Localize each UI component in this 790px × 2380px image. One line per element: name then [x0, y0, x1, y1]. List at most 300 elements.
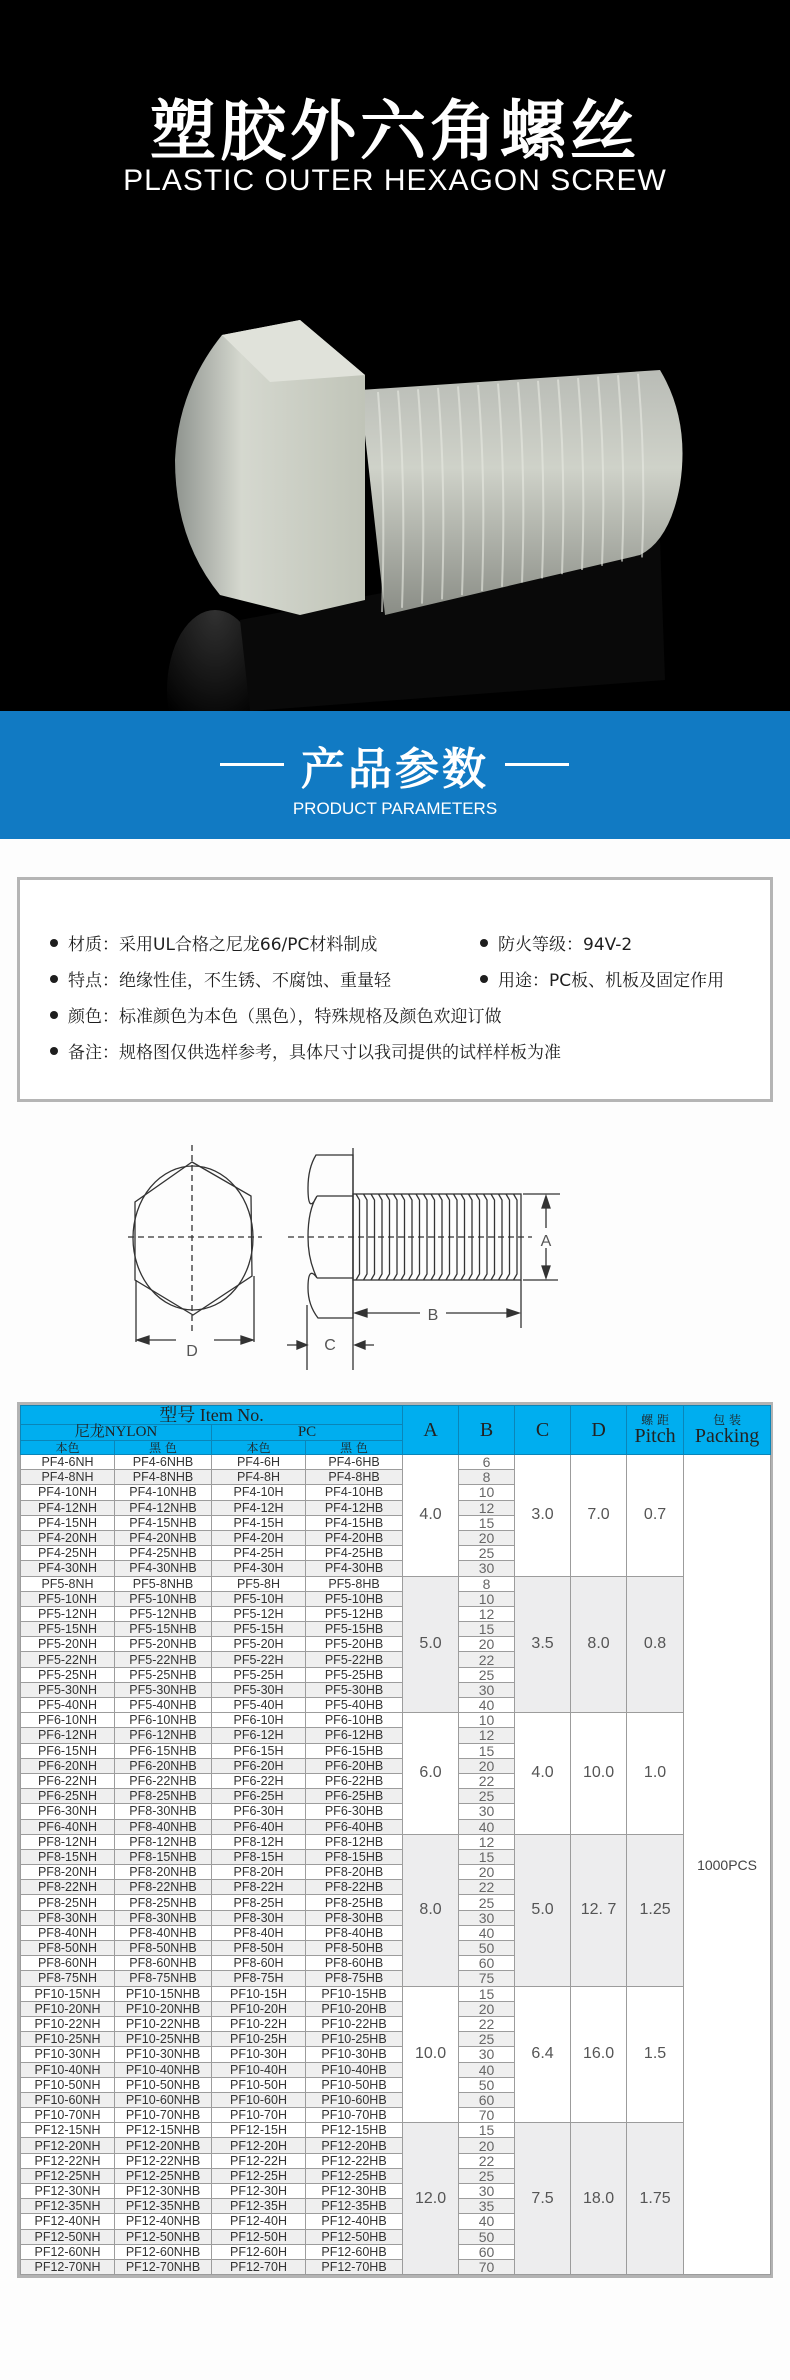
cell-d: 16.0	[571, 1986, 627, 2123]
cell-pc-natural: PF12-15H	[212, 2123, 306, 2138]
cell-pc-natural: PF10-40H	[212, 2062, 306, 2077]
cell-nylon-black: PF4-10NHB	[115, 1485, 212, 1500]
table-row	[21, 1576, 771, 1591]
cell-nylon-black: PF10-70NHB	[115, 2108, 212, 2123]
cell-pc-black: PF4-10HB	[306, 1485, 403, 1500]
spec-table-body	[21, 1455, 771, 2275]
cell-nylon-natural: PF8-22NH	[21, 1880, 115, 1895]
technical-drawing	[80, 1130, 720, 1390]
cell-pc-natural: PF8-20H	[212, 1865, 306, 1880]
cell-nylon-natural: PF12-22NH	[21, 2153, 115, 2168]
cell-b: 20	[459, 1758, 515, 1773]
cell-nylon-black: PF10-25NHB	[115, 2032, 212, 2047]
spec-material: 材质：采用UL合格之尼龙66/PC材料制成	[50, 930, 377, 955]
cell-b: 12	[459, 1500, 515, 1515]
cell-pc-natural: PF8-40H	[212, 1925, 306, 1940]
cell-d: 8.0	[571, 1576, 627, 1713]
cell-pc-natural: PF10-22H	[212, 2016, 306, 2031]
cell-nylon-natural: PF8-25NH	[21, 1895, 115, 1910]
cell-nylon-black: PF4-12NHB	[115, 1500, 212, 1515]
cell-nylon-black: PF12-35NHB	[115, 2199, 212, 2214]
cell-nylon-black: PF10-50NHB	[115, 2077, 212, 2092]
cell-pc-black: PF8-60HB	[306, 1956, 403, 1971]
cell-b: 22	[459, 1880, 515, 1895]
cell-b: 15	[459, 1622, 515, 1637]
cell-pc-natural: PF4-20H	[212, 1530, 306, 1545]
cell-b: 6	[459, 1455, 515, 1470]
cell-c: 5.0	[515, 1834, 571, 1986]
cell-pc-black: PF4-25HB	[306, 1546, 403, 1561]
cell-b: 20	[459, 1637, 515, 1652]
cell-b: 25	[459, 1667, 515, 1682]
cell-nylon-black: PF4-15NHB	[115, 1515, 212, 1530]
cell-nylon-natural: PF8-15NH	[21, 1849, 115, 1864]
cell-nylon-natural: PF12-25NH	[21, 2168, 115, 2183]
header-pc-black: 黑 色	[306, 1441, 403, 1455]
bullet-icon	[480, 939, 488, 947]
cell-pc-natural: PF12-22H	[212, 2153, 306, 2168]
cell-nylon-natural: PF6-15NH	[21, 1743, 115, 1758]
cell-pc-natural: PF8-22H	[212, 1880, 306, 1895]
cell-pc-natural: PF5-30H	[212, 1682, 306, 1697]
cell-nylon-natural: PF12-40NH	[21, 2214, 115, 2229]
header-packing: 包 装 Packing	[684, 1406, 771, 1455]
cell-pc-natural: PF5-22H	[212, 1652, 306, 1667]
cell-nylon-natural: PF5-30NH	[21, 1682, 115, 1697]
dimension-arrows	[137, 1196, 550, 1349]
cell-nylon-black: PF12-20NHB	[115, 2138, 212, 2153]
cell-pc-black: PF12-22HB	[306, 2153, 403, 2168]
thread-line	[476, 1194, 480, 1280]
cell-nylon-natural: PF10-40NH	[21, 2062, 115, 2077]
cell-pc-black: PF10-22HB	[306, 2016, 403, 2031]
cell-b: 15	[459, 1743, 515, 1758]
bullet-icon	[50, 1011, 58, 1019]
cell-b: 30	[459, 1561, 515, 1576]
cell-nylon-black: PF8-40NHB	[115, 1925, 212, 1940]
cell-a: 12.0	[403, 2123, 459, 2275]
cell-pc-black: PF6-40HB	[306, 1819, 403, 1834]
cell-pc-black: PF8-30HB	[306, 1910, 403, 1925]
dim-label-b: B	[427, 1307, 439, 1324]
cell-pc-natural: PF12-60H	[212, 2244, 306, 2259]
thread-line	[424, 1194, 428, 1280]
cell-d: 7.0	[571, 1455, 627, 1577]
cell-nylon-black: PF5-12NHB	[115, 1606, 212, 1621]
cell-pc-black: PF12-35HB	[306, 2199, 403, 2214]
hex-front-view	[128, 1145, 262, 1342]
cell-c: 6.4	[515, 1986, 571, 2123]
bullet-icon	[50, 1047, 58, 1055]
table-row	[21, 2123, 771, 2138]
cell-pc-black: PF6-25HB	[306, 1789, 403, 1804]
cell-a: 5.0	[403, 1576, 459, 1713]
header-nylon: 尼龙NYLON	[21, 1425, 212, 1441]
cell-nylon-natural: PF4-20NH	[21, 1530, 115, 1545]
cell-nylon-black: PF8-15NHB	[115, 1849, 212, 1864]
cell-pc-natural: PF12-30H	[212, 2184, 306, 2199]
cell-a: 8.0	[403, 1834, 459, 1986]
dim-label-c: C	[324, 1337, 336, 1354]
cell-nylon-natural: PF10-20NH	[21, 2001, 115, 2016]
cell-nylon-black: PF5-22NHB	[115, 1652, 212, 1667]
cell-pc-black: PF5-12HB	[306, 1606, 403, 1621]
hero-title: 塑胶外六角螺丝	[150, 93, 640, 170]
cell-pc-natural: PF8-60H	[212, 1956, 306, 1971]
cell-a: 10.0	[403, 1986, 459, 2123]
hero-subtitle: PLASTIC OUTER HEXAGON SCREW	[123, 164, 667, 197]
cell-nylon-natural: PF8-30NH	[21, 1910, 115, 1925]
cell-nylon-black: PF5-20NHB	[115, 1637, 212, 1652]
cell-b: 30	[459, 2047, 515, 2062]
thread-line	[514, 1194, 518, 1280]
cell-pc-natural: PF8-75H	[212, 1971, 306, 1986]
cell-nylon-black: PF12-15NHB	[115, 2123, 212, 2138]
thread-line	[446, 1194, 450, 1280]
cell-pc-black: PF4-30HB	[306, 1561, 403, 1576]
cell-b: 40	[459, 1925, 515, 1940]
header-pitch: 螺 距 Pitch	[627, 1406, 684, 1455]
cell-nylon-black: PF8-30NHB	[115, 1804, 212, 1819]
cell-d: 12. 7	[571, 1834, 627, 1986]
thread-line	[484, 1194, 488, 1280]
cell-nylon-black: PF6-10NHB	[115, 1713, 212, 1728]
cell-nylon-natural: PF12-35NH	[21, 2199, 115, 2214]
cell-nylon-natural: PF8-40NH	[21, 1925, 115, 1940]
cell-nylon-natural: PF10-22NH	[21, 2016, 115, 2031]
cell-b: 22	[459, 1773, 515, 1788]
cell-nylon-black: PF12-70NHB	[115, 2259, 212, 2274]
table-row	[21, 1713, 771, 1728]
table-row	[21, 1986, 771, 2001]
cell-b: 40	[459, 2062, 515, 2077]
cell-pc-black: PF5-8HB	[306, 1576, 403, 1591]
cell-pc-natural: PF6-20H	[212, 1758, 306, 1773]
cell-pc-black: PF10-30HB	[306, 2047, 403, 2062]
table-row	[21, 1834, 771, 1849]
cell-nylon-natural: PF4-10NH	[21, 1485, 115, 1500]
cell-b: 8	[459, 1576, 515, 1591]
cell-pc-natural: PF12-25H	[212, 2168, 306, 2183]
bullet-icon	[50, 939, 58, 947]
cell-nylon-black: PF5-30NHB	[115, 1682, 212, 1697]
cell-nylon-natural: PF5-25NH	[21, 1667, 115, 1682]
cell-c: 4.0	[515, 1713, 571, 1835]
cell-nylon-black: PF4-20NHB	[115, 1530, 212, 1545]
cell-nylon-black: PF8-40NHB	[115, 1819, 212, 1834]
cell-nylon-black: PF8-60NHB	[115, 1956, 212, 1971]
header-c: C	[515, 1406, 571, 1455]
cell-c: 3.0	[515, 1455, 571, 1577]
cell-d: 18.0	[571, 2123, 627, 2275]
cell-pc-black: PF4-15HB	[306, 1515, 403, 1530]
cell-pc-black: PF6-20HB	[306, 1758, 403, 1773]
cell-nylon-black: PF4-8NHB	[115, 1470, 212, 1485]
spec-note: 备注：规格图仅供选样参考，具体尺寸以我司提供的试样样板为准	[50, 1038, 561, 1063]
cell-nylon-black: PF8-25NHB	[115, 1895, 212, 1910]
cell-pc-natural: PF5-25H	[212, 1667, 306, 1682]
cell-nylon-black: PF8-20NHB	[115, 1865, 212, 1880]
cell-b: 70	[459, 2108, 515, 2123]
cell-nylon-black: PF8-75NHB	[115, 1971, 212, 1986]
cell-nylon-natural: PF12-20NH	[21, 2138, 115, 2153]
cell-nylon-black: PF5-8NHB	[115, 1576, 212, 1591]
cell-b: 70	[459, 2259, 515, 2274]
cell-nylon-black: PF10-60NHB	[115, 2092, 212, 2107]
cell-pc-black: PF6-15HB	[306, 1743, 403, 1758]
cell-nylon-natural: PF4-6NH	[21, 1455, 115, 1470]
header-pc: PC	[212, 1425, 403, 1441]
header-nylon-natural: 本色	[21, 1441, 115, 1455]
cell-pc-natural: PF10-30H	[212, 2047, 306, 2062]
cell-nylon-black: PF4-30NHB	[115, 1561, 212, 1576]
cell-nylon-black: PF6-12NHB	[115, 1728, 212, 1743]
cell-b: 50	[459, 2229, 515, 2244]
cell-nylon-natural: PF10-25NH	[21, 2032, 115, 2047]
cell-nylon-natural: PF12-60NH	[21, 2244, 115, 2259]
cell-nylon-natural: PF8-50NH	[21, 1941, 115, 1956]
cell-pc-black: PF4-20HB	[306, 1530, 403, 1545]
cell-nylon-natural: PF10-30NH	[21, 2047, 115, 2062]
cell-nylon-natural: PF6-22NH	[21, 1773, 115, 1788]
spec-color: 颜色：标准颜色为本色（黑色），特殊规格及颜色欢迎订做	[50, 1002, 502, 1027]
cell-pc-black: PF8-20HB	[306, 1865, 403, 1880]
cell-pc-black: PF12-60HB	[306, 2244, 403, 2259]
cell-pc-natural: PF6-40H	[212, 1819, 306, 1834]
cell-b: 35	[459, 2199, 515, 2214]
cell-nylon-natural: PF5-10NH	[21, 1591, 115, 1606]
cell-pc-black: PF10-40HB	[306, 2062, 403, 2077]
cell-pc-natural: PF4-6H	[212, 1455, 306, 1470]
cell-nylon-natural: PF5-40NH	[21, 1698, 115, 1713]
cell-b: 20	[459, 2001, 515, 2016]
header-a: A	[403, 1406, 459, 1455]
cell-nylon-black: PF10-30NHB	[115, 2047, 212, 2062]
thread-line	[416, 1194, 420, 1280]
cell-b: 25	[459, 1895, 515, 1910]
cell-nylon-black: PF10-15NHB	[115, 1986, 212, 2001]
cell-c: 3.5	[515, 1576, 571, 1713]
cell-nylon-natural: PF4-15NH	[21, 1515, 115, 1530]
cell-b: 8	[459, 1470, 515, 1485]
header-d: D	[571, 1406, 627, 1455]
thread-line	[394, 1194, 398, 1280]
cell-pc-natural: PF5-12H	[212, 1606, 306, 1621]
cell-nylon-natural: PF6-20NH	[21, 1758, 115, 1773]
cell-nylon-natural: PF4-30NH	[21, 1561, 115, 1576]
cell-nylon-black: PF10-20NHB	[115, 2001, 212, 2016]
cell-b: 25	[459, 1789, 515, 1804]
cell-pc-natural: PF12-70H	[212, 2259, 306, 2274]
cell-pc-natural: PF8-15H	[212, 1849, 306, 1864]
cell-pc-natural: PF4-30H	[212, 1561, 306, 1576]
cell-nylon-natural: PF6-12NH	[21, 1728, 115, 1743]
cell-pc-black: PF12-40HB	[306, 2214, 403, 2229]
cell-nylon-natural: PF12-15NH	[21, 2123, 115, 2138]
cell-b: 20	[459, 2138, 515, 2153]
cell-pc-black: PF12-30HB	[306, 2184, 403, 2199]
decor-line-right	[505, 763, 569, 766]
cell-b: 15	[459, 1849, 515, 1864]
cell-nylon-natural: PF10-50NH	[21, 2077, 115, 2092]
cell-pc-natural: PF4-12H	[212, 1500, 306, 1515]
cell-nylon-black: PF10-40NHB	[115, 2062, 212, 2077]
cell-pc-black: PF10-25HB	[306, 2032, 403, 2047]
cell-nylon-black: PF12-50NHB	[115, 2229, 212, 2244]
header-pc-natural: 本色	[212, 1441, 306, 1455]
cell-b: 22	[459, 1652, 515, 1667]
bullet-icon	[480, 975, 488, 983]
cell-pc-natural: PF12-50H	[212, 2229, 306, 2244]
cell-pc-natural: PF10-70H	[212, 2108, 306, 2123]
cell-b: 40	[459, 1819, 515, 1834]
cell-pc-natural: PF10-20H	[212, 2001, 306, 2016]
cell-nylon-black: PF12-40NHB	[115, 2214, 212, 2229]
spec-usage: 用途：PC板、机板及固定作用	[480, 966, 724, 991]
cell-nylon-natural: PF12-70NH	[21, 2259, 115, 2274]
spec-fire-rating: 防火等级：94V-2	[480, 930, 632, 955]
cell-pc-black: PF4-12HB	[306, 1500, 403, 1515]
cell-nylon-black: PF12-30NHB	[115, 2184, 212, 2199]
cell-pc-black: PF5-30HB	[306, 1682, 403, 1697]
cell-pc-natural: PF12-20H	[212, 2138, 306, 2153]
cell-pc-black: PF8-50HB	[306, 1941, 403, 1956]
cell-pc-natural: PF4-10H	[212, 1485, 306, 1500]
cell-pc-black: PF5-15HB	[306, 1622, 403, 1637]
cell-b: 40	[459, 1698, 515, 1713]
thread-line	[506, 1194, 510, 1280]
cell-nylon-black: PF8-22NHB	[115, 1880, 212, 1895]
cell-nylon-natural: PF6-25NH	[21, 1789, 115, 1804]
cell-pc-natural: PF6-15H	[212, 1743, 306, 1758]
cell-pc-black: PF12-50HB	[306, 2229, 403, 2244]
cell-pc-natural: PF6-30H	[212, 1804, 306, 1819]
cell-nylon-natural: PF6-40NH	[21, 1819, 115, 1834]
cell-nylon-black: PF8-50NHB	[115, 1941, 212, 1956]
cell-pitch: 1.25	[627, 1834, 684, 1986]
cell-pc-black: PF5-10HB	[306, 1591, 403, 1606]
cell-pitch: 1.0	[627, 1713, 684, 1835]
cell-pitch: 0.7	[627, 1455, 684, 1577]
cell-b: 25	[459, 1546, 515, 1561]
spec-table-container	[17, 1402, 773, 2278]
cell-pc-natural: PF8-30H	[212, 1910, 306, 1925]
cell-pc-black: PF6-12HB	[306, 1728, 403, 1743]
dim-label-d: D	[186, 1343, 198, 1360]
cell-nylon-natural: PF5-22NH	[21, 1652, 115, 1667]
cell-nylon-black: PF5-25NHB	[115, 1667, 212, 1682]
cell-pc-black: PF4-8HB	[306, 1470, 403, 1485]
cell-b: 12	[459, 1606, 515, 1621]
cell-b: 60	[459, 1956, 515, 1971]
cell-b: 40	[459, 2214, 515, 2229]
cell-pc-black: PF5-25HB	[306, 1667, 403, 1682]
cell-b: 75	[459, 1971, 515, 1986]
cell-b: 30	[459, 2184, 515, 2199]
cell-pc-natural: PF8-25H	[212, 1895, 306, 1910]
cell-pc-black: PF12-70HB	[306, 2259, 403, 2274]
cell-pc-black: PF6-30HB	[306, 1804, 403, 1819]
cell-pc-natural: PF10-15H	[212, 1986, 306, 2001]
cell-pc-black: PF8-25HB	[306, 1895, 403, 1910]
cell-nylon-black: PF12-22NHB	[115, 2153, 212, 2168]
cell-pc-natural: PF4-25H	[212, 1546, 306, 1561]
cell-b: 15	[459, 1515, 515, 1530]
cell-pc-black: PF10-60HB	[306, 2092, 403, 2107]
cell-pc-black: PF10-15HB	[306, 1986, 403, 2001]
cell-pc-natural: PF4-8H	[212, 1470, 306, 1485]
cell-nylon-black: PF8-30NHB	[115, 1910, 212, 1925]
header-b: B	[459, 1406, 515, 1455]
cell-nylon-black: PF8-25NHB	[115, 1789, 212, 1804]
section-header	[0, 711, 790, 839]
cell-nylon-natural: PF5-15NH	[21, 1622, 115, 1637]
cell-b: 60	[459, 2244, 515, 2259]
cell-pc-black: PF4-6HB	[306, 1455, 403, 1470]
cell-nylon-black: PF12-60NHB	[115, 2244, 212, 2259]
cell-nylon-natural: PF5-8NH	[21, 1576, 115, 1591]
cell-b: 20	[459, 1530, 515, 1545]
cell-pc-black: PF8-15HB	[306, 1849, 403, 1864]
cell-pc-black: PF12-25HB	[306, 2168, 403, 2183]
cell-nylon-natural: PF8-75NH	[21, 1971, 115, 1986]
cell-b: 30	[459, 1804, 515, 1819]
cell-nylon-black: PF4-25NHB	[115, 1546, 212, 1561]
cell-b: 30	[459, 1910, 515, 1925]
cell-nylon-natural: PF5-12NH	[21, 1606, 115, 1621]
thread-line	[454, 1194, 458, 1280]
cell-nylon-natural: PF8-12NH	[21, 1834, 115, 1849]
cell-b: 12	[459, 1728, 515, 1743]
cell-b: 20	[459, 1865, 515, 1880]
cell-a: 6.0	[403, 1713, 459, 1835]
section-subtitle: PRODUCT PARAMETERS	[292, 799, 498, 818]
cell-b: 60	[459, 2092, 515, 2107]
cell-nylon-natural: PF4-25NH	[21, 1546, 115, 1561]
cell-b: 50	[459, 1941, 515, 1956]
header-item-no: 型号 Item No.	[21, 1406, 403, 1425]
cell-b: 10	[459, 1591, 515, 1606]
cell-nylon-black: PF6-20NHB	[115, 1758, 212, 1773]
cell-nylon-natural: PF6-10NH	[21, 1713, 115, 1728]
cell-pc-black: PF10-20HB	[306, 2001, 403, 2016]
spec-box	[17, 877, 773, 1102]
thread-line	[356, 1194, 360, 1280]
product-photo	[0, 220, 790, 711]
cell-b: 12	[459, 1834, 515, 1849]
cell-pc-black: PF6-10HB	[306, 1713, 403, 1728]
cell-nylon-black: PF6-15NHB	[115, 1743, 212, 1758]
cell-pitch: 1.5	[627, 1986, 684, 2123]
cell-pc-natural: PF4-15H	[212, 1515, 306, 1530]
cell-b: 15	[459, 1986, 515, 2001]
cell-pc-natural: PF6-25H	[212, 1789, 306, 1804]
cell-nylon-natural: PF5-20NH	[21, 1637, 115, 1652]
cell-pc-black: PF12-15HB	[306, 2123, 403, 2138]
cell-nylon-natural: PF4-8NH	[21, 1470, 115, 1485]
cell-nylon-natural: PF6-30NH	[21, 1804, 115, 1819]
header-nylon-black: 黑 色	[115, 1441, 212, 1455]
cell-pc-black: PF5-40HB	[306, 1698, 403, 1713]
cell-a: 4.0	[403, 1455, 459, 1577]
cell-nylon-natural: PF10-60NH	[21, 2092, 115, 2107]
cell-pc-black: PF6-22HB	[306, 1773, 403, 1788]
cell-b: 50	[459, 2077, 515, 2092]
section-title: 产品参数	[301, 744, 489, 795]
bullet-icon	[50, 975, 58, 983]
thread-line	[386, 1194, 390, 1280]
cell-nylon-black: PF6-22NHB	[115, 1773, 212, 1788]
